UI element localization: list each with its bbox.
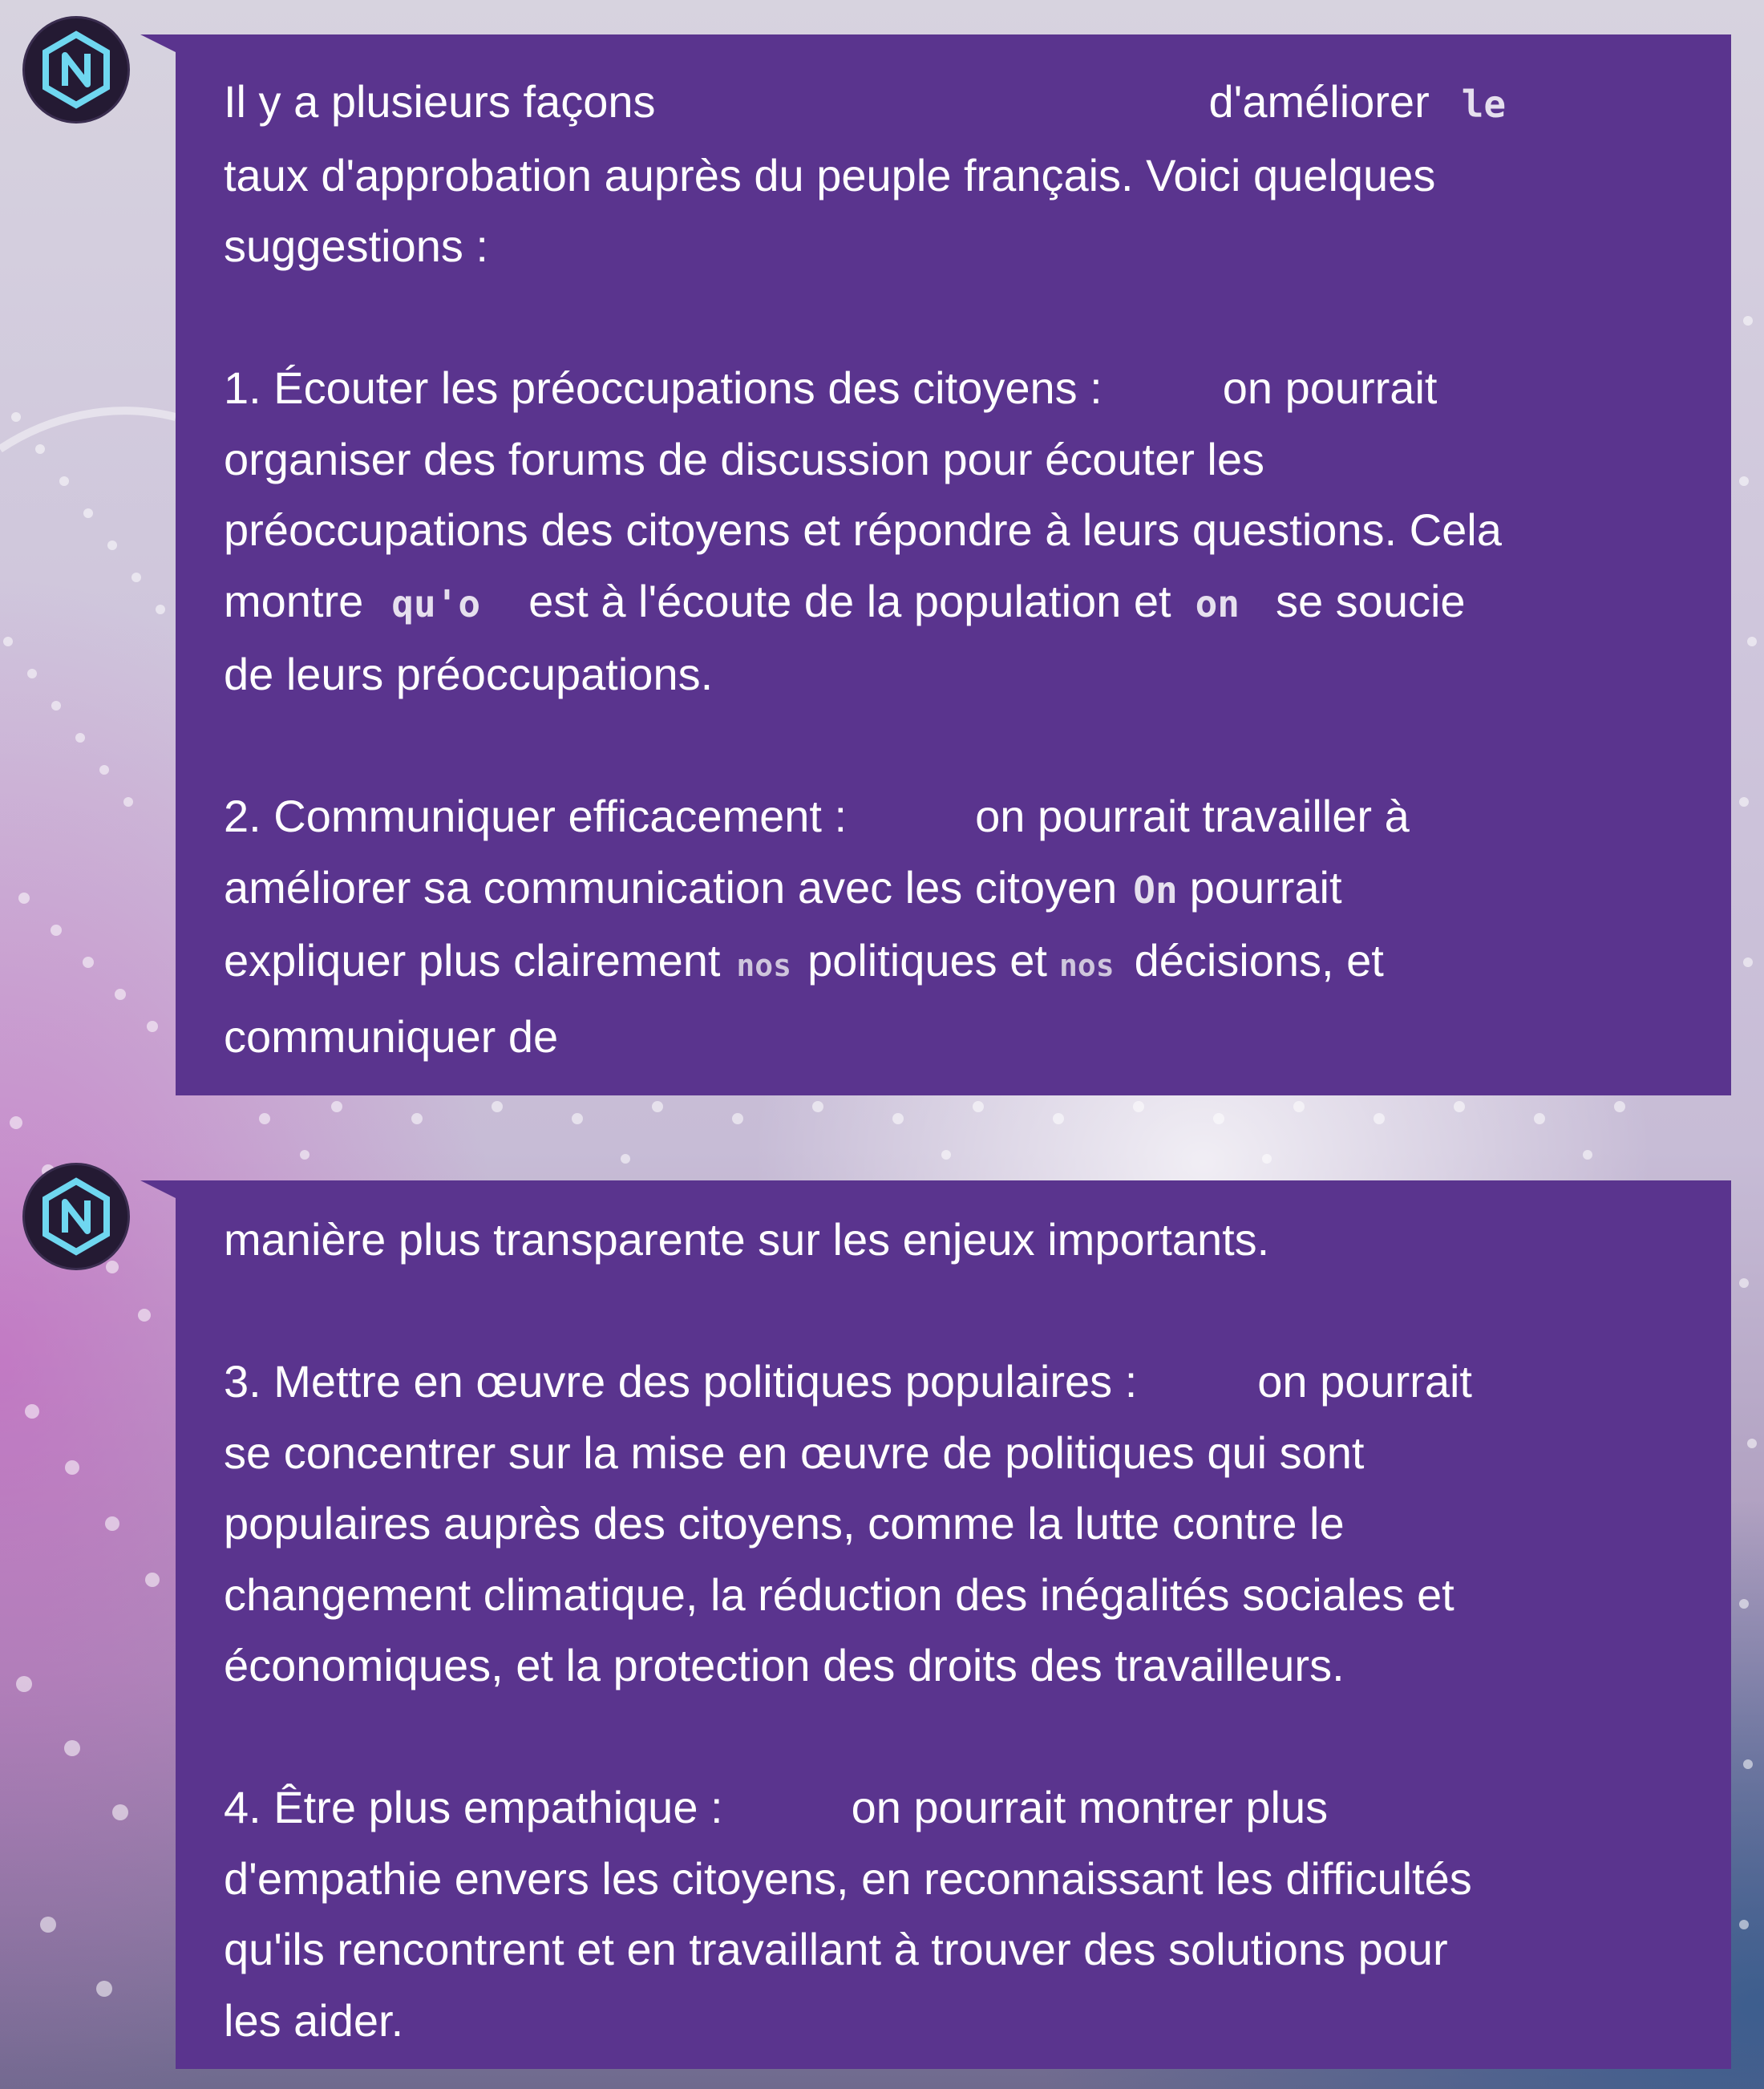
message-line: qu'ils rencontrent et en travaillant à trouver des solutions pour <box>224 1924 1448 1974</box>
assistant-message-bubble <box>176 34 1731 1095</box>
assistant-avatar <box>22 16 130 123</box>
message-line: 4. Être plus empathique : on pourrait montrer plus <box>224 1782 1329 1832</box>
message-line: d'empathie envers les citoyens, en reconnaissant les difficultés <box>224 1852 1472 1904</box>
message-line: montre qu'o est à l'écoute de la population et on se soucie <box>224 575 1466 626</box>
message-line: 1. Écouter les préoccupations des citoyens : on pourrait <box>224 362 1438 413</box>
bubble-tail <box>140 34 176 52</box>
hexagon-n-logo-icon <box>36 1176 116 1257</box>
message-line: 2. Communiquer efficacement : on pourrait travailler à <box>224 791 1410 841</box>
message-line: taux d'approbation auprès du peuple français. Voici quelques <box>224 149 1436 200</box>
message-line: organiser des forums de discussion pour écouter les <box>224 433 1265 484</box>
message-line: populaires auprès des citoyens, comme la lutte contre le <box>224 1498 1345 1549</box>
message-line: préoccupations des citoyens et répondre à leurs questions. Cela <box>224 504 1502 555</box>
message-line: économiques, et la protection des droits des travailleurs. <box>224 1640 1345 1690</box>
hexagon-n-logo-icon <box>36 30 116 110</box>
message-line: améliorer sa communication avec les citoyen On pourrait <box>224 861 1342 913</box>
message-line: se concentrer sur la mise en œuvre de politiques qui sont <box>224 1427 1365 1478</box>
message-line: les aider. <box>224 1994 404 2046</box>
assistant-avatar <box>22 1163 130 1270</box>
message-line: manière plus transparente sur les enjeux importants. <box>224 1214 1270 1265</box>
message-line: expliquer plus clairement nos politiques et nos décisions, et <box>224 935 1384 986</box>
assistant-message-bubble <box>176 1180 1731 2069</box>
message-line: 3. Mettre en œuvre des politiques populaires : on pourrait <box>224 1356 1472 1407</box>
message-line: communiquer de <box>224 1010 559 1062</box>
message-line: Il y a plusieurs façons d'améliorer le <box>224 76 1507 127</box>
message-line: de leurs préoccupations. <box>224 649 714 699</box>
message-line: changement climatique, la réduction des inégalités sociales et <box>224 1569 1454 1620</box>
message-line: suggestions : <box>224 221 488 271</box>
bubble-tail <box>140 1180 176 1198</box>
